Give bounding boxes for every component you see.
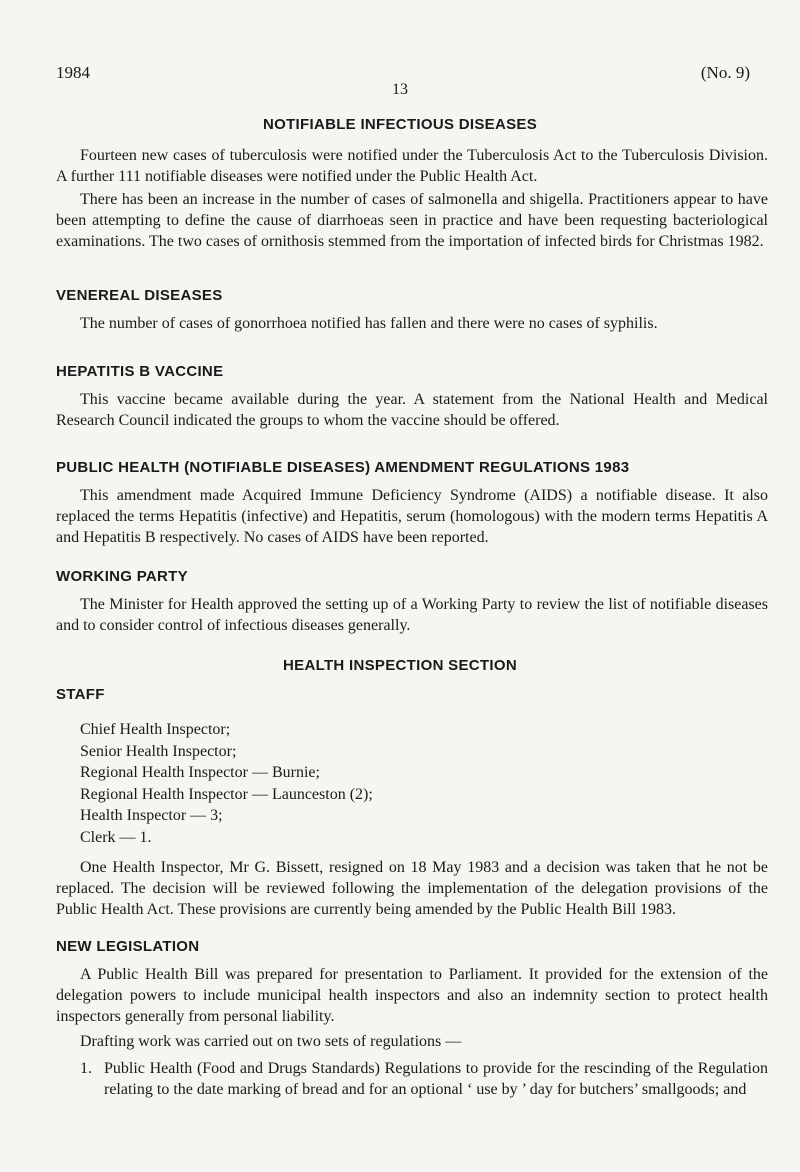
regulations-list-item [80, 1058, 768, 1100]
paragraph-aids [56, 485, 768, 548]
heading-working-party: WORKING PARTY [56, 568, 188, 585]
paragraph-text: Fourteen new cases of tuberculosis were notified under the Tuberculosis Act to the Tuberculosis Division. A further 111 notifiable diseases were notified under the Public Health Act. [56, 147, 768, 185]
heading-health-inspection-section: HEALTH INSPECTION SECTION [283, 657, 517, 674]
staff-list [80, 719, 680, 848]
paragraph-gonorrhoea [56, 313, 768, 334]
paragraph-public-health-bill [56, 964, 768, 1027]
heading-new-legislation: NEW LEGISLATION [56, 938, 200, 955]
paragraph-text: This amendment made Acquired Immune Deficiency Syndrome (AIDS) a notifiable disease. It also replaced the terms Hepatitis (infective) and Hepatitis, serum (homologous) with the modern terms Hepatitis A and Hepatitis B respectively. No cases of AIDS have been reported. [56, 487, 768, 546]
list-item: Regional Health Inspector — Burnie; [80, 764, 320, 781]
header-number: (No. 9) [700, 63, 750, 82]
paragraph-working-party [56, 594, 768, 636]
heading-notifiable-diseases: NOTIFIABLE INFECTIOUS DISEASES [262, 116, 538, 133]
paragraph-text: This vaccine became available during the year. A statement from the National Health and Medical Research Council indicated the groups to whom the vaccine should be offered. [56, 391, 768, 429]
list-item: Clerk — 1. [80, 828, 152, 846]
paragraph-tuberculosis [56, 145, 768, 187]
paragraph-text: The number of cases of gonorrhoea notified has fallen and there were no cases of syphilis. [80, 315, 658, 332]
paragraph-text: A Public Health Bill was prepared for presentation to Parliament. It provided for the extension of the delegation powers to include municipal health inspectors and also an indemnity section to protect health inspectors generally from personal liability. [56, 966, 768, 1025]
paragraph-vaccine [56, 389, 768, 431]
list-item-number: 1. [80, 1060, 92, 1077]
list-item: Health Inspector — 3; [80, 807, 223, 824]
list-item: Chief Health Inspector; [80, 721, 231, 738]
paragraph-drafting [56, 1031, 768, 1052]
list-item: Regional Health Inspector — Launceston (2); [80, 785, 373, 803]
heading-venereal-diseases: VENEREAL DISEASES [56, 287, 223, 304]
heading-staff: STAFF [56, 686, 105, 703]
list-item: Senior Health Inspector; [80, 742, 237, 760]
paragraph-bissett [56, 857, 768, 920]
header-year: 1984 [56, 63, 90, 82]
paragraph-text: There has been an increase in the number of cases of salmonella and shigella. Practitioners appear to have been attempting to define the cause of diarrhoeas seen in practice and have been requesting bacteriological examinations. The two cases of ornithosis stemmed from the importation of infected birds for Christmas 1982. [56, 191, 768, 250]
heading-hepatitis-b-vaccine: HEPATITIS B VACCINE [56, 363, 224, 380]
page-number: 13 [392, 81, 408, 98]
paragraph-text: One Health Inspector, Mr G. Bissett, resigned on 18 May 1983 and a decision was taken that he not be replaced. The decision will be reviewed following the implementation of the delegation provisions of the Public Health Act. These provisions are currently being amended by the Public Health Bill 1983. [56, 859, 768, 918]
paragraph-salmonella [56, 189, 768, 252]
list-item-text: Public Health (Food and Drugs Standards) Regulations to provide for the rescinding of the Regulation relating to the date marking of bread and for an optional ‘ use by ’ day for butchers’ smallgoods; and [104, 1060, 768, 1098]
paragraph-text: The Minister for Health approved the setting up of a Working Party to review the list of notifiable diseases and to consider control of infectious diseases generally. [56, 596, 768, 634]
paragraph-text: Drafting work was carried out on two sets of regulations — [80, 1033, 462, 1050]
heading-amendment-regulations: PUBLIC HEALTH (NOTIFIABLE DISEASES) AMENDMENT REGULATIONS 1983 [56, 459, 630, 476]
